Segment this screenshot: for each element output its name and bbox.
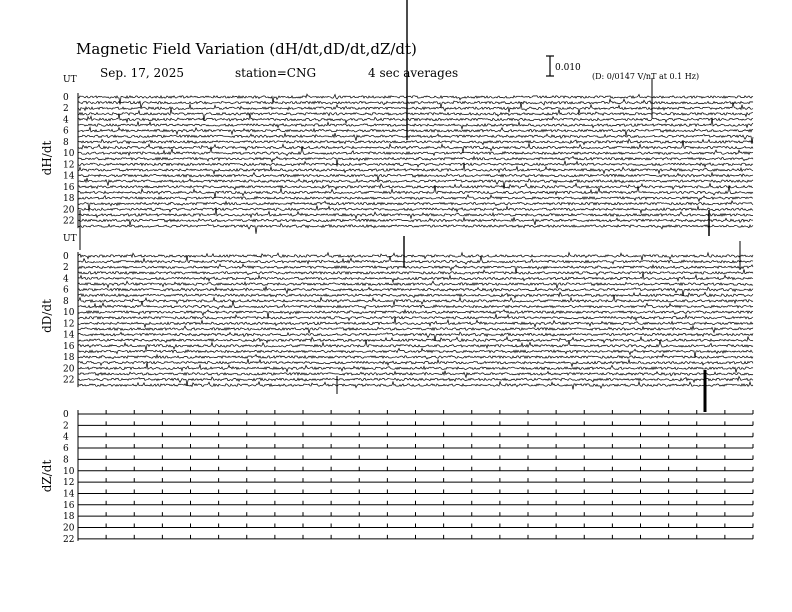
trace-row — [78, 156, 753, 166]
y-axis-label: dH/dt — [40, 140, 54, 176]
hour-tick-label: 12 — [63, 160, 75, 171]
hour-tick-label: 10 — [63, 308, 75, 319]
hour-tick-label: 12 — [63, 478, 75, 489]
trace-row — [78, 224, 753, 234]
hour-tick-label: 4 — [63, 274, 69, 285]
scale-bar-label: 0.010 — [555, 63, 581, 73]
hour-tick-label: 0 — [63, 252, 69, 262]
trace-row — [78, 140, 753, 153]
trace-row — [78, 382, 753, 390]
hour-tick-label: 16 — [63, 182, 75, 193]
hour-tick-label: 2 — [63, 421, 69, 432]
hour-tick-label: 6 — [63, 126, 69, 137]
hour-tick-label: 8 — [63, 455, 69, 466]
trace-row — [78, 354, 753, 359]
hour-tick-label: 20 — [63, 523, 75, 534]
hour-tick-label: 16 — [63, 341, 75, 352]
hour-tick-label: 4 — [63, 115, 69, 126]
trace-row — [78, 359, 753, 366]
hour-tick-label: 18 — [63, 194, 75, 205]
trace-row — [78, 314, 753, 320]
averaging-label: 4 sec averages — [368, 66, 459, 80]
hour-tick-label: 0 — [63, 410, 69, 420]
calibration-note: (D: 0/0147 V/nT at 0.1 Hz) — [592, 72, 700, 81]
trace-row — [78, 301, 753, 309]
panel-dD-dt — [40, 234, 753, 412]
hour-tick-label: 22 — [63, 375, 75, 386]
hour-tick-label: 20 — [63, 364, 75, 375]
hour-tick-label: 14 — [63, 489, 75, 500]
hour-tick-label: 6 — [63, 444, 69, 455]
trace-row — [78, 217, 753, 225]
trace-row — [78, 139, 753, 145]
trace-row — [78, 326, 753, 334]
trace-row — [78, 206, 753, 213]
panel-dH-dt — [40, 0, 753, 250]
hour-tick-label: 12 — [63, 319, 75, 330]
station-label: station=CNG — [235, 66, 317, 80]
y-axis-label: dZ/dt — [40, 459, 54, 493]
hour-tick-label: 22 — [63, 534, 75, 545]
trace-row — [78, 127, 753, 136]
hour-tick-label: 22 — [63, 216, 75, 227]
scale-bar — [546, 56, 581, 76]
trace-row — [78, 281, 753, 288]
hour-tick-label: 20 — [63, 205, 75, 216]
hour-tick-label: 10 — [63, 149, 75, 160]
trace-row — [78, 195, 753, 201]
hour-tick-label: 2 — [63, 104, 69, 115]
trace-row — [78, 161, 753, 167]
trace-row — [78, 371, 753, 378]
trace-row — [78, 362, 753, 372]
hour-tick-label: 18 — [63, 512, 75, 523]
panel-dZ-dt — [40, 410, 753, 545]
hour-tick-label: 4 — [63, 432, 69, 443]
hour-tick-label: 14 — [63, 171, 75, 182]
hour-tick-label: 2 — [63, 263, 69, 274]
hour-tick-label: 10 — [63, 466, 75, 477]
ut-axis-label: UT — [63, 234, 77, 244]
hour-tick-label: 0 — [63, 93, 69, 103]
trace-row — [78, 269, 753, 275]
hour-tick-label: 6 — [63, 285, 69, 296]
trace-row — [78, 253, 753, 261]
chart-title: Magnetic Field Variation (dH/dt,dD/dt,dZ/dt) — [76, 40, 417, 58]
date-label: Sep. 17, 2025 — [100, 66, 185, 80]
trace-row — [78, 292, 753, 298]
hour-tick-label: 18 — [63, 353, 75, 364]
hour-tick-label: 16 — [63, 500, 75, 511]
ut-axis-label: UT — [63, 75, 77, 85]
y-axis-label: dD/dt — [40, 299, 54, 333]
trace-row — [78, 184, 753, 190]
hour-tick-label: 14 — [63, 330, 75, 341]
trace-row — [78, 337, 753, 343]
trace-row — [78, 173, 753, 181]
panels-group — [40, 0, 753, 545]
hour-tick-label: 8 — [63, 296, 69, 307]
hour-tick-label: 8 — [63, 137, 69, 148]
